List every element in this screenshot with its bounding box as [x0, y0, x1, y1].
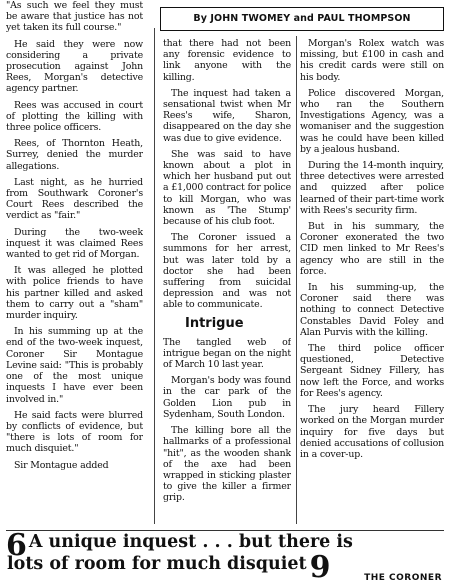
- article-paragraph: Sir Montague added: [14, 459, 109, 471]
- column-2-upper: [163, 38, 291, 311]
- quote-attribution: THE CORONER: [364, 573, 442, 583]
- article-paragraph: During the 14-month inquiry, three detectives were arrested and quizzed after police learned of their part-time work with Rees's security firm.: [300, 160, 444, 216]
- crosshead: Intrigue: [185, 315, 244, 331]
- article-paragraph: The third police officer questioned, Detective Sergeant Sidney Fillery, has now left the Force, and works for Rees's agency.: [300, 343, 444, 399]
- article-paragraph: The jury heard Fillery worked on the Morgan murder inquiry for five days but denied accusations of collusion in a cover-up.: [300, 404, 444, 460]
- close-quote-mark: 9: [309, 550, 331, 585]
- pull-quote-line-2: lots of room for much disquiet: [7, 554, 307, 574]
- pull-quote-rule: [6, 530, 444, 531]
- article-paragraph: The inquest had taken a sensational twist when Mr Rees's wife, Sharon, disappeared on the day she was due to give evidence.: [163, 87, 291, 144]
- article-paragraph: Morgan's body was found in the car park of the Golden Lion pub in Sydenham, South London.: [163, 375, 291, 420]
- column-divider: [296, 36, 297, 524]
- article-column-2: [163, 0, 291, 528]
- article-paragraph: During the two-week inquest it was claimed Rees wanted to get rid of Morgan.: [6, 226, 143, 261]
- article-paragraph: that there had not been any forensic evidence to link anyone with the killing.: [163, 38, 291, 83]
- article-paragraph: He said facts were blurred by conflicts of evidence, but "there is lots of room for much disquiet.": [6, 409, 143, 455]
- article-paragraph: In his summing up at the end of the two-week inquest, Coroner Sir Montague Levine said: "This is probably one of the most unique inquests I have ever been involved in.": [6, 326, 143, 405]
- article-paragraph: "As such we feel they must be aware that justice has not yet taken its full course.": [6, 0, 143, 34]
- article-paragraph: The Coroner issued a summons for her arrest, but was later told by a doctor she had been suffering from suicidal depression and was not able to communicate.: [163, 232, 291, 311]
- article-paragraph: Rees was accused in court of plotting the killing with three police officers.: [6, 99, 143, 134]
- article-column-1: [6, 0, 143, 528]
- byline: By JOHN TWOMEY and PAUL THOMPSON: [193, 13, 411, 24]
- article-column-3: [300, 0, 444, 528]
- article-paragraph: The tangled web of intrigue began on the night of March 10 last year.: [163, 336, 291, 371]
- article-paragraph: Morgan's Rolex watch was missing, but £100 in cash and his credit cards were still on his body.: [300, 38, 444, 83]
- article-paragraph: She was said to have known about a plot in which her husband put out a £1,000 contract for police to kill Morgan, who was known as 'The Stump' because of his club foot.: [163, 148, 291, 228]
- article-paragraph: Rees, of Thornton Heath, Surrey, denied the murder allegations.: [6, 138, 143, 172]
- pull-quote-line-1: A unique inquest . . . but there is: [28, 532, 353, 552]
- article-paragraph: He said they were now considering a private prosecution against John Rees, Morgan's detective agency partner.: [6, 38, 143, 95]
- article-paragraph: Police discovered Morgan, who ran the Southern Investigations Agency, was a womaniser and the suggestion was he could have been killed by a jealous husband.: [300, 87, 444, 155]
- column-divider: [154, 28, 155, 524]
- article-paragraph: But in his summary, the Coroner exonerated the two CID men linked to Mr Rees's agency who are still in the force.: [300, 221, 444, 277]
- open-quote-mark: 6: [6, 528, 27, 563]
- article-paragraph: The killing bore all the hallmarks of a professional "hit", as the wooden shank of the axe had been wrapped in sticking plaster to give the killer a firmer grip.: [163, 425, 291, 504]
- column-2-lower: [163, 337, 291, 504]
- article-paragraph: In his summing-up, the Coroner said there was nothing to connect Detective Constables David Foley and Alan Purvis with the killing.: [300, 282, 444, 338]
- article-paragraph: Last night, as he hurried from Southwark Coroner's Court Rees described the verdict as "fair.": [6, 176, 143, 222]
- article-paragraph: It was alleged he plotted with police friends to have his partner killed and asked them to carry out a "sham" murder inquiry.: [6, 265, 143, 322]
